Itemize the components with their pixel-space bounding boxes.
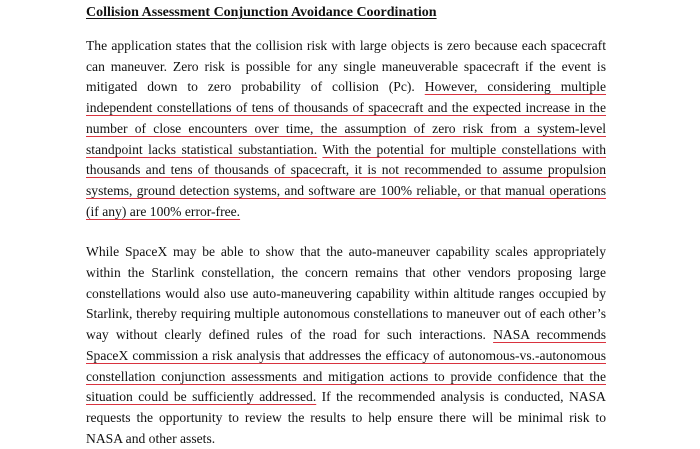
highlighted-segment: However, considering multiple independent constellations of tens of thousands of spacecraft and the expected increase in the number of close encounters over time, the assumption of zero risk from a system-level standpoint lacks statistical substantiation. bbox=[86, 79, 607, 157]
paragraph-collision-risk bbox=[86, 36, 606, 222]
highlighted-segment: NASA recommends SpaceX commission a risk analysis that addresses the efficacy of autonomous-vs.-autonomous constellation conjunction assessments and mitigation actions to provide confidence that the situation could be sufficiently addressed. bbox=[86, 327, 606, 405]
paragraph-spacex-analysis bbox=[86, 242, 606, 449]
text-segment: The application states that the collision risk with large objects is zero because each spacecraft can maneuver. Zero risk is possible for any single maneuverable spacecraft if the event is mitigated down to zero probability of collision (Pc). bbox=[86, 38, 606, 95]
section-heading: Collision Assessment Conjunction Avoidance Coordination bbox=[86, 5, 437, 20]
document-page bbox=[86, 4, 606, 449]
text-segment: While SpaceX may be able to show that the auto-maneuver capability scales appropriately within the Starlink constellation, the concern remains that other vendors proposing large constellations would also use auto-maneuvering capability within altitude ranges occupied by Starlink, thereby requiring multiple autonomous constellations to maneuver out of each other’s way without clearly defined rules of the road for such interactions. bbox=[86, 244, 606, 343]
highlighted-segment: With the potential for multiple constellations with thousands and tens of thousands of spacecraft, it is not recommended to assume propulsion systems, ground detection systems, and software are 100% reliable, or that manual operations (if any) are 100% error-free. bbox=[86, 141, 607, 219]
text-segment: If the recommended analysis is conducted, NASA requests the opportunity to review the results to help ensure there will be minimal risk to NASA and other assets. bbox=[86, 389, 606, 446]
